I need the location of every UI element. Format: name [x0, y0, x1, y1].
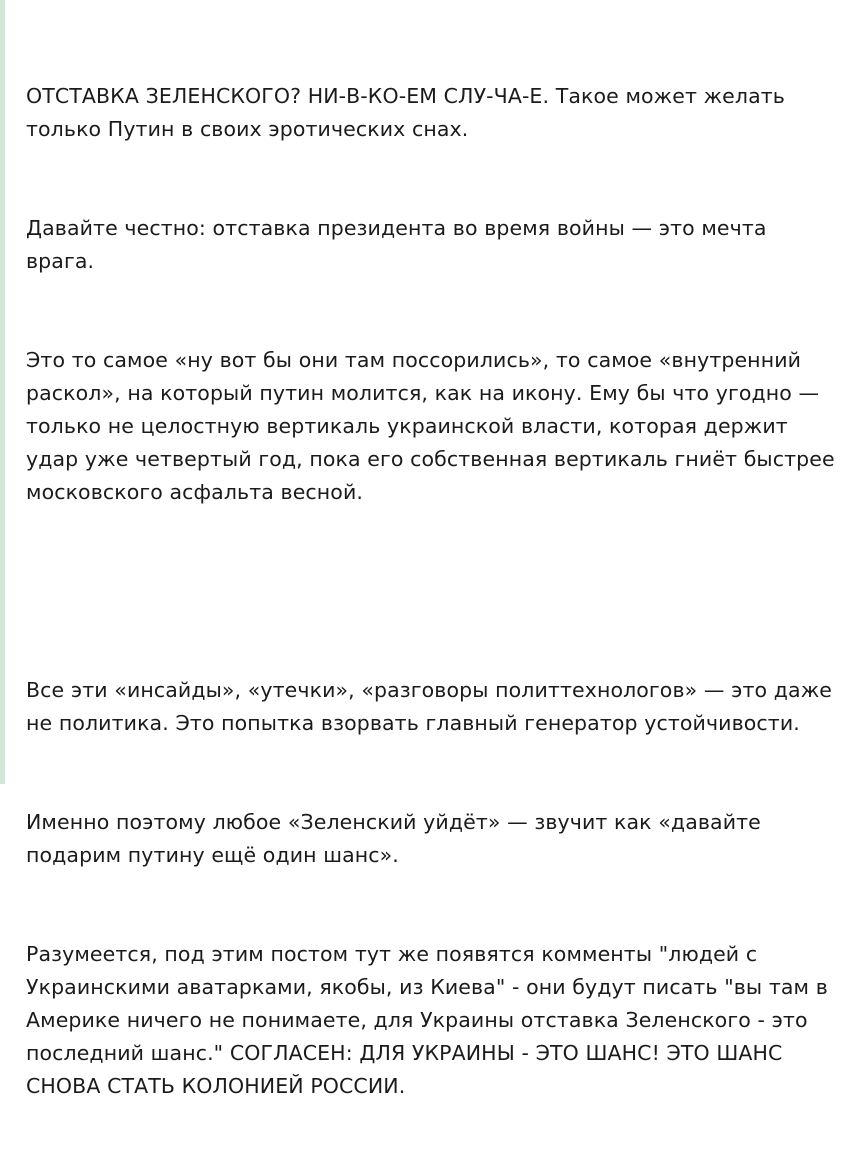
paragraph-spacer: [26, 575, 839, 608]
paragraph-2: Давайте честно: отставка президента во время войны — это мечта врага.: [26, 216, 774, 273]
paragraph-5: Именно поэтому любое «Зеленский уйдёт» — звучит как «давайте подарим путину ещё один шанс».: [26, 810, 768, 867]
paragraph-6: Разумеется, под этим постом тут же появятся комменты "людей с Украинскими аватарками, якобы, из Киева" - они будут писать "вы там в Америке ничего не понимаете, для Украины отставка Зеленского - это последний шанс." СОГЛАСЕН: ДЛЯ УКРАИНЫ - ЭТО ШАНС! ЭТО ШАНС СНОВА СТАТЬ КОЛОНИЕЙ РОССИИ.: [26, 942, 835, 1098]
post-body: [26, 14, 842, 1169]
paragraph-3: Это то самое «ну вот бы они там поссорились», то самое «внутренний раскол», на который путин молится, как на икону. Ему бы что угодно — только не целостную вертикаль украинской власти, которая держит удар уже четвертый год, пока его собственная вертикаль гниёт быстрее московского асфальта весной.: [26, 348, 842, 504]
paragraph-1: ОТСТАВКА ЗЕЛЕНСКОГО? НИ-В-КО-ЕМ СЛУ-ЧА-Е. Такое может желать только Путин в своих эротических снах.: [26, 84, 792, 141]
accent-bar: [0, 0, 5, 784]
paragraph-4: Все эти «инсайды», «утечки», «разговоры политтехнологов» — это даже не политика. Это попытка взорвать главный генератор устойчивости.: [26, 678, 839, 735]
